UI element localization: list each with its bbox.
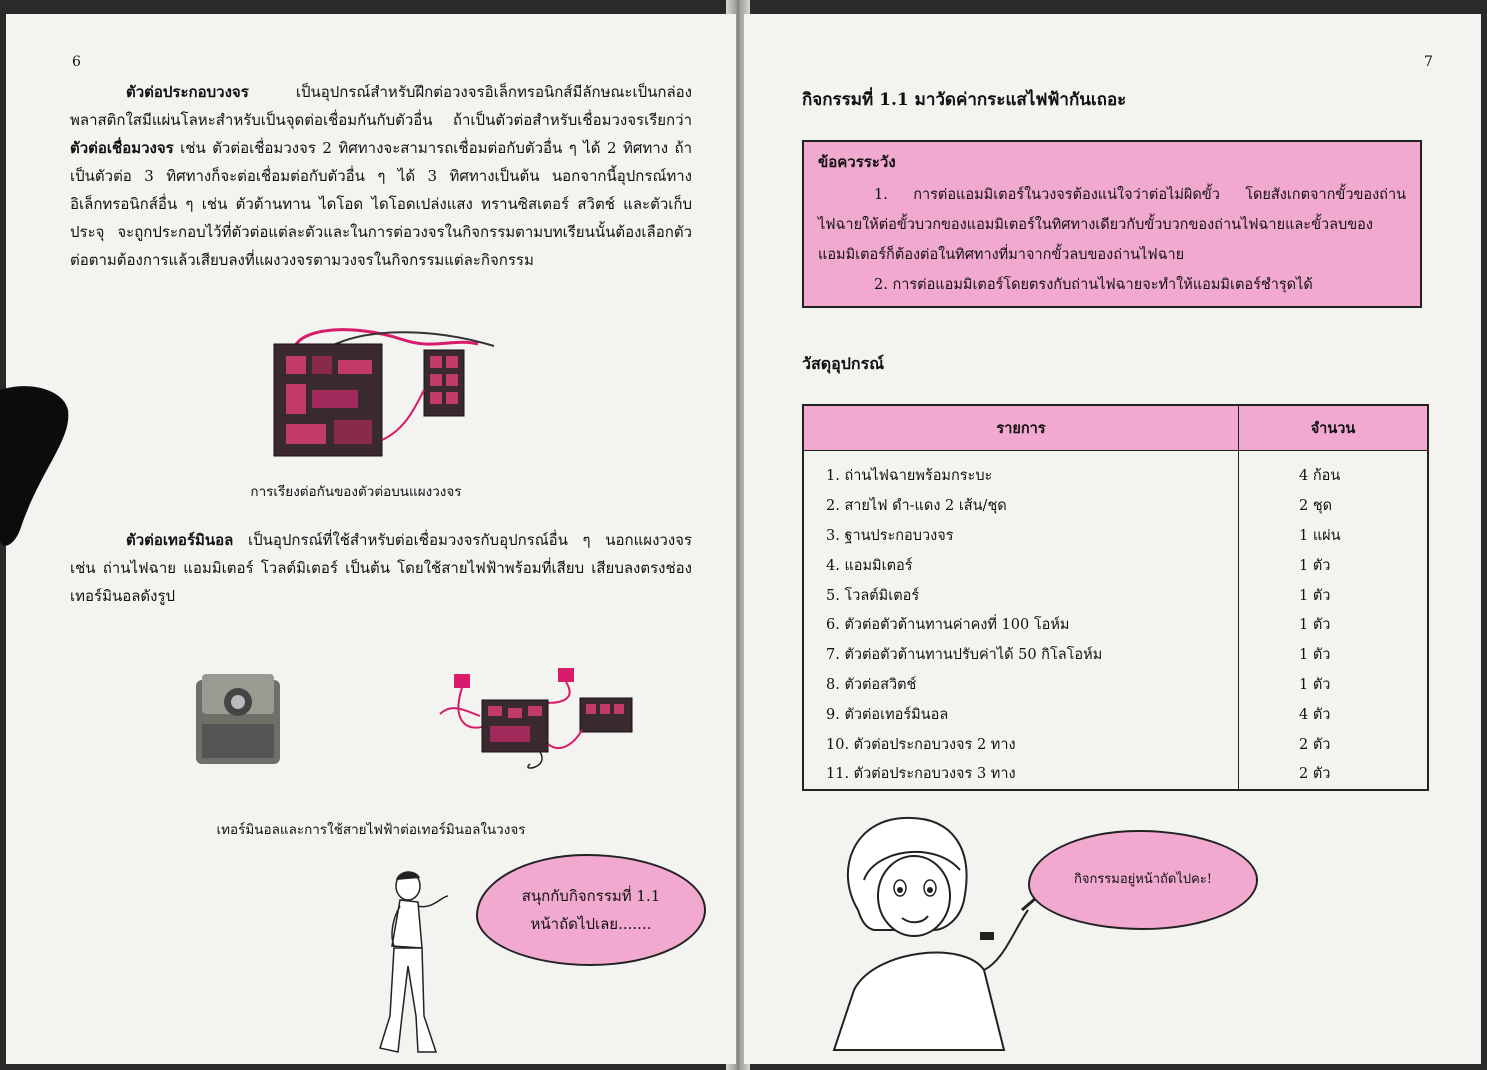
row-qty: 4 ตัว <box>1239 699 1429 729</box>
caution-title: ข้อควรระวัง <box>818 153 896 171</box>
caption-terminal: เทอร์มินอลและการใช้สายไฟฟ้าต่อเทอร์มินอลในวงจร <box>216 822 526 838</box>
table-row <box>803 729 1428 759</box>
bubble-left-line2: หน้าถัดไปเลย....... <box>530 915 652 933</box>
row-qty: 1 แผ่น <box>1239 521 1429 551</box>
caution-item-1: 1. การต่อแอมมิเตอร์ในวงจรต้องแน่ใจว่าต่อไม่ผิดขั้ว โดยสังเกตจากขั้วของถ่านไฟฉายให้ต่อขั้วบวกของแอมมิเตอร์ในทิศทางเดียวกับขั้วบวกของถ่านไฟฉายและขั้วลบของแอมมิเตอร์ก็ต้องต่อในทิศทางที่มาจากขั้วลบของถ่านไฟฉาย <box>818 187 1406 263</box>
caption-circuit-board: การเรียงต่อกันของตัวต่อบนแผงวงจร <box>250 484 462 500</box>
table-row <box>803 521 1428 551</box>
speech-bubble-left <box>476 854 706 966</box>
row-qty: 2 ตัว <box>1239 759 1429 790</box>
term-connector-block: ตัวต่อเชื่อมวงจร <box>70 139 174 157</box>
paragraph-circuit-blocks <box>70 78 692 274</box>
table-row <box>803 670 1428 700</box>
para2-text: เป็นอุปกรณ์ที่ใช้สำหรับต่อเชื่อมวงจรกับอุปกรณ์อื่น ๆ นอกแผงวงจร เช่น ถ่านไฟฉาย แอมมิเตอร์ โวลต์มิเตอร์ เป็นต้น โดยใช้สายไฟฟ้าพร้อมที่เสียบ เสียบลงตรงช่องเทอร์มินอลดังรูป <box>70 531 692 605</box>
cartoon-man-illustration <box>372 866 482 1062</box>
table-row <box>803 550 1428 580</box>
table-row <box>803 610 1428 640</box>
circuit-board-photo <box>264 320 504 460</box>
row-qty: 1 ตัว <box>1239 550 1429 580</box>
row-qty: 4 ก้อน <box>1239 451 1429 491</box>
row-qty: 2 ตัว <box>1239 729 1429 759</box>
row-qty: 1 ตัว <box>1239 580 1429 610</box>
row-item: 7. ตัวต่อตัวต้านทานปรับค่าได้ 50 กิโลโอห์ม <box>803 640 1239 670</box>
term-terminal: ตัวต่อเทอร์มินอล <box>126 531 234 549</box>
finger-occlusion <box>0 380 72 550</box>
row-item: 6. ตัวต่อตัวต้านทานค่าคงที่ 100 โอห์ม <box>803 610 1239 640</box>
row-qty: 1 ตัว <box>1239 640 1429 670</box>
row-item: 8. ตัวต่อสวิตช์ <box>803 670 1239 700</box>
cartoon-woman-illustration <box>814 810 1054 1060</box>
table-row <box>803 491 1428 521</box>
header-item: รายการ <box>803 405 1239 451</box>
para1-text-a: เป็นอุปกรณ์สำหรับฝึกต่อวงจรอิเล็กทรอนิกส์มีลักษณะเป็นกล่องพลาสติกใสมีแผ่นโลหะสำหรับเป็นจุดต่อเชื่อมกันกับตัวอื่น ถ้าเป็นตัวต่อสำหรับเชื่อมวงจรเรียกว่า <box>70 83 692 129</box>
term-circuit-block: ตัวต่อประกอบวงจร <box>126 83 249 101</box>
row-item: 4. แอมมิเตอร์ <box>803 550 1239 580</box>
caution-box <box>802 140 1422 308</box>
table-row <box>803 699 1428 729</box>
page-number-left: 6 <box>72 54 81 70</box>
caution-item-2: 2. การต่อแอมมิเตอร์โดยตรงกับถ่านไฟฉายจะทำให้แอมมิเตอร์ชำรุดได้ <box>874 277 1313 293</box>
para1-text-b: เช่น ตัวต่อเชื่อมวงจร 2 ทิศทางจะสามารถเชื่อมต่อกับตัวอื่น ๆ ได้ 2 ทิศทาง ถ้าเป็นตัวต่อ 3 ทิศทางก็จะต่อเชื่อมต่อกับตัวอื่น ๆ ได้ 3 ทิศทางเป็นต้น นอกจากนี้อุปกรณ์ทางอิเล็กทรอนิกส์อื่น ๆ เช่น ตัวต้านทาน ไดโอด ไดโอดเปล่งแสง ทรานซิสเตอร์ สวิตช์ และตัวเก็บประจุ จะถูกประกอบไว้ที่ตัวต่อแต่ละตัวและในการต่อวงจรในกิจกรรมตามบทเรียนนั้นต้องเลือกตัวต่อตามต้องการแล้วเสียบลงที่แผงวงจรตามวงจรในกิจกรรมแต่ละกิจกรรม <box>70 139 692 269</box>
page-number-right: 7 <box>1424 54 1433 70</box>
row-item: 1. ถ่านไฟฉายพร้อมกระบะ <box>803 451 1239 491</box>
right-page <box>744 14 1481 1064</box>
activity-title: กิจกรรมที่ 1.1 มาวัดค่ากระแสไฟฟ้ากันเถอะ <box>802 90 1127 110</box>
table-row <box>803 451 1428 491</box>
row-item: 10. ตัวต่อประกอบวงจร 2 ทาง <box>803 729 1239 759</box>
speech-bubble-right: กิจกรรมอยู่หน้าถัดไปคะ! <box>1028 830 1258 930</box>
bubble-left-line1: สนุกกับกิจกรรมที่ 1.1 <box>521 887 661 905</box>
row-item: 2. สายไฟ ดำ-แดง 2 เส้น/ชุด <box>803 491 1239 521</box>
terminal-block-photo <box>192 670 284 768</box>
row-qty: 2 ชุด <box>1239 491 1429 521</box>
row-item: 11. ตัวต่อประกอบวงจร 3 ทาง <box>803 759 1239 790</box>
terminal-wiring-photo <box>430 664 650 774</box>
table-row <box>803 759 1428 790</box>
materials-label: วัสดุอุปกรณ์ <box>802 354 885 373</box>
table-row <box>803 580 1428 610</box>
materials-table <box>802 404 1429 791</box>
row-item: 3. ฐานประกอบวงจร <box>803 521 1239 551</box>
row-qty: 1 ตัว <box>1239 670 1429 700</box>
row-item: 5. โวลต์มิเตอร์ <box>803 580 1239 610</box>
paragraph-terminal <box>70 526 692 610</box>
row-item: 9. ตัวต่อเทอร์มินอล <box>803 699 1239 729</box>
table-row <box>803 640 1428 670</box>
header-quantity: จำนวน <box>1239 405 1429 451</box>
row-qty: 1 ตัว <box>1239 610 1429 640</box>
left-page <box>6 14 736 1064</box>
